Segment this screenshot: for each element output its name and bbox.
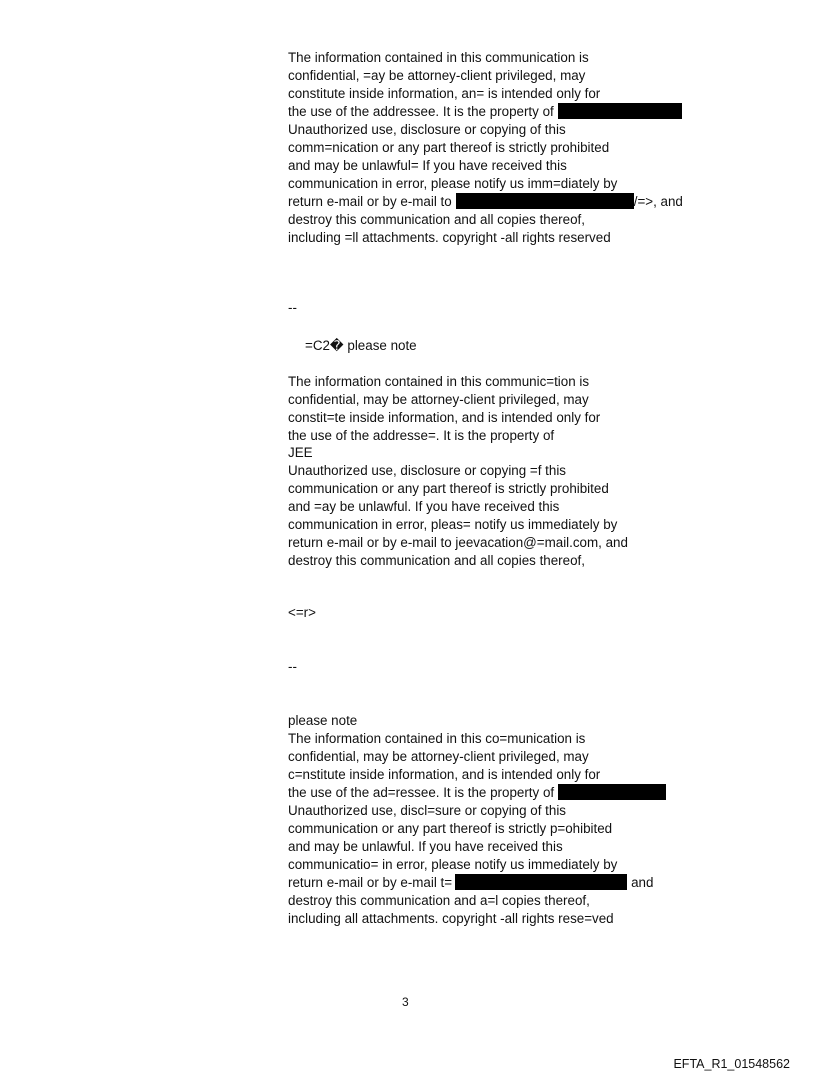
text-line: including =ll attachments. copyright -all rights reserved bbox=[288, 230, 611, 245]
text-line bbox=[288, 784, 666, 802]
text-segment: return e-mail or by e-mail t= bbox=[288, 875, 453, 890]
text-line bbox=[288, 874, 653, 892]
text-line: The information contained in this co=munication is bbox=[288, 731, 586, 746]
text-segment: the use of the ad=ressee. It is the property of bbox=[288, 785, 555, 800]
text-line: Unauthorized use, discl=sure or copying of this bbox=[288, 803, 567, 818]
redaction-box bbox=[558, 784, 666, 800]
text-segment: and bbox=[631, 875, 654, 890]
separator-text: -- bbox=[288, 659, 297, 674]
text-line: Unauthorized use, disclosure or copying =f this bbox=[288, 463, 567, 478]
text-line: communicatio= in error, please notify us immediately by bbox=[288, 857, 618, 872]
text-line: and may be unlawful= If you have received this bbox=[288, 158, 567, 173]
page-number: 3 bbox=[402, 995, 409, 1009]
text-line bbox=[288, 103, 682, 121]
document-id: EFTA_R1_01548562 bbox=[673, 1057, 790, 1071]
text-line: please note bbox=[288, 713, 358, 728]
text-line: comm=nication or any part thereof is strictly prohibited bbox=[288, 140, 610, 155]
text-segment: /=>, and bbox=[633, 194, 683, 209]
text-line: c=nstitute inside information, and is intended only for bbox=[288, 767, 601, 782]
redaction-box bbox=[456, 193, 634, 209]
text-line: confidential, may be attorney-client privileged, may bbox=[288, 392, 589, 407]
br-tag-text: <=r> bbox=[288, 605, 316, 620]
text-line: return e-mail or by e-mail to jeevacation@=mail.com, and bbox=[288, 535, 628, 550]
text-line: and may be unlawful. If you have received this bbox=[288, 839, 563, 854]
text-segment: return e-mail or by e-mail to bbox=[288, 194, 452, 209]
text-line: and =ay be unlawful. If you have received this bbox=[288, 499, 560, 514]
text-line: including all attachments. copyright -all rights rese=ved bbox=[288, 911, 614, 926]
text-line: destroy this communication and all copies thereof, bbox=[288, 553, 585, 568]
text-line: confidential, =ay be attorney-client privileged, may bbox=[288, 68, 586, 83]
redaction-box bbox=[558, 103, 682, 119]
text-line: The information contained in this communication is bbox=[288, 50, 589, 65]
text-line: destroy this communication and all copies thereof, bbox=[288, 212, 585, 227]
text-line: confidential, may be attorney-client privileged, may bbox=[288, 749, 589, 764]
text-segment: the use of the addressee. It is the property of bbox=[288, 104, 554, 119]
note-line: =C2� please note bbox=[305, 338, 417, 353]
text-line: communication or any part thereof is strictly p=ohibited bbox=[288, 821, 613, 836]
text-line: the use of the addresse=. It is the property of bbox=[288, 428, 555, 443]
text-line: destroy this communication and a=l copies thereof, bbox=[288, 893, 590, 908]
redaction-box bbox=[455, 874, 627, 890]
text-line: constitute inside information, an= is intended only for bbox=[288, 86, 601, 101]
text-line: The information contained in this communic=tion is bbox=[288, 374, 590, 389]
text-line: communication in error, please notify us imm=diately by bbox=[288, 176, 618, 191]
text-line bbox=[288, 193, 683, 211]
separator-text: -- bbox=[288, 300, 297, 315]
text-line: JEE bbox=[288, 445, 313, 460]
text-line: Unauthorized use, disclosure or copying of this bbox=[288, 122, 566, 137]
text-line: communication in error, pleas= notify us immediately by bbox=[288, 517, 618, 532]
text-line: communication or any part thereof is strictly prohibited bbox=[288, 481, 609, 496]
text-line: constit=te inside information, and is intended only for bbox=[288, 410, 601, 425]
